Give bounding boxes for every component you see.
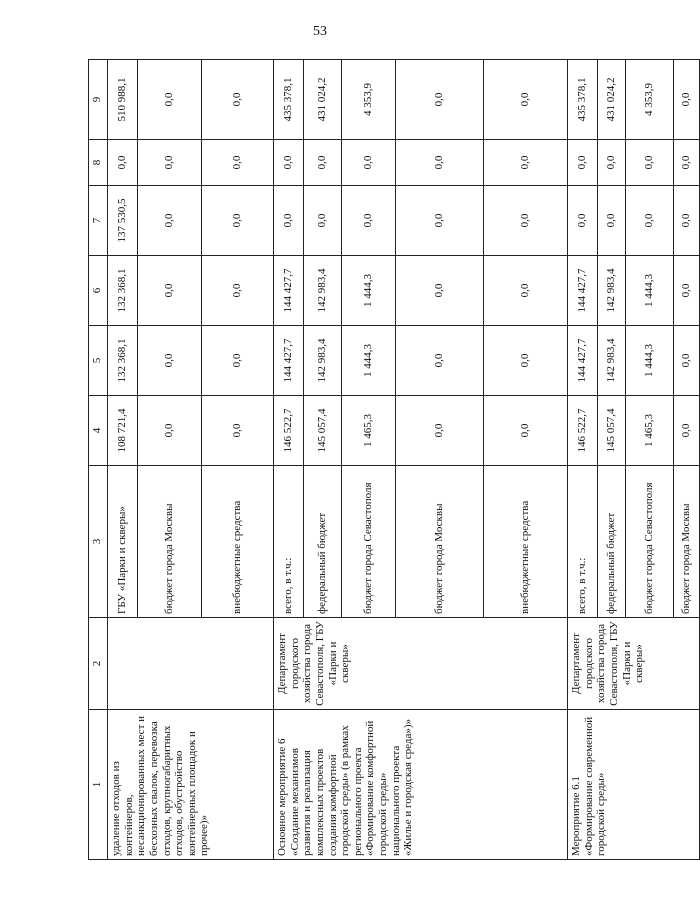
amount-cell: 0,0 bbox=[484, 256, 568, 326]
amount-cell: 145 057,4 bbox=[598, 396, 626, 466]
header-cell: 1 bbox=[89, 710, 108, 860]
amount-cell: 0,0 bbox=[304, 140, 342, 186]
amount-cell: 0,0 bbox=[396, 60, 484, 140]
executor-cell bbox=[108, 618, 274, 710]
amount-cell: 1 465,3 bbox=[342, 396, 396, 466]
amount-cell: 1 444,3 bbox=[626, 256, 674, 326]
amount-cell: 435 378,1 bbox=[568, 60, 598, 140]
amount-cell: 0,0 bbox=[396, 186, 484, 256]
executor-cell: Департамент городского хозяйства города Севастополя, ГБУ «Парки и скверы» bbox=[274, 618, 568, 710]
header-cell: 6 bbox=[89, 256, 108, 326]
amount-cell: 0,0 bbox=[484, 326, 568, 396]
activity-name-cell: Основное мероприятие 6 «Создание механизмов развития и реализация комплексных проектов создания комфортной городской среды» (в рамках регионального проекта «Формирование комфортной городской среды» национального проекта «Жилье и городская среда»)» bbox=[274, 710, 568, 860]
header-row bbox=[89, 60, 108, 860]
amount-cell: 0,0 bbox=[138, 60, 202, 140]
amount-cell: 0,0 bbox=[342, 186, 396, 256]
amount-cell: 108 721,4 bbox=[108, 396, 138, 466]
amount-cell: 0,0 bbox=[202, 326, 274, 396]
funding-source-cell: бюджет города Севастополя bbox=[342, 466, 396, 618]
amount-cell: 0,0 bbox=[202, 140, 274, 186]
amount-cell: 0,0 bbox=[202, 396, 274, 466]
header-cell: 7 bbox=[89, 186, 108, 256]
activity-name-cell: удаление отходов из контейнеров, несанкционированных мест и бесхозных свалок, перевозка отходов, крупногабаритных отходов, обустройство контейнерных площадок и прочее)» bbox=[108, 710, 274, 860]
amount-cell: 142 983,4 bbox=[304, 326, 342, 396]
funding-source-cell: бюджет города Москвы bbox=[138, 466, 202, 618]
funding-source-cell: всего, в т.ч.: bbox=[274, 466, 304, 618]
amount-cell: 132 368,1 bbox=[108, 256, 138, 326]
funding-source-cell: внебюджетные средства bbox=[202, 466, 274, 618]
amount-cell: 0,0 bbox=[674, 186, 700, 256]
amount-cell: 146 522,7 bbox=[568, 396, 598, 466]
amount-cell: 0,0 bbox=[484, 60, 568, 140]
amount-cell: 144 427,7 bbox=[568, 326, 598, 396]
amount-cell: 0,0 bbox=[674, 256, 700, 326]
amount-cell: 4 353,9 bbox=[626, 60, 674, 140]
amount-cell: 0,0 bbox=[138, 326, 202, 396]
amount-cell: 146 522,7 bbox=[274, 396, 304, 466]
amount-cell: 0,0 bbox=[138, 186, 202, 256]
header-cell: 4 bbox=[89, 396, 108, 466]
amount-cell: 0,0 bbox=[484, 140, 568, 186]
amount-cell: 0,0 bbox=[138, 396, 202, 466]
amount-cell: 1 444,3 bbox=[342, 256, 396, 326]
amount-cell: 144 427,7 bbox=[568, 256, 598, 326]
funding-source-cell: федеральный бюджет bbox=[304, 466, 342, 618]
page-number: 53 bbox=[313, 24, 327, 39]
amount-cell: 510 988,1 bbox=[108, 60, 138, 140]
activity-name-cell: Мероприятие 6.1 «Формирование современной городской среды» bbox=[568, 710, 700, 860]
funding-source-cell: внебюджетные средства bbox=[484, 466, 568, 618]
amount-cell: 0,0 bbox=[202, 186, 274, 256]
amount-cell: 142 983,4 bbox=[598, 256, 626, 326]
amount-cell: 431 024,2 bbox=[304, 60, 342, 140]
amount-cell: 142 983,4 bbox=[304, 256, 342, 326]
funding-source-cell: бюджет города Москвы bbox=[674, 466, 700, 618]
amount-cell: 0,0 bbox=[396, 256, 484, 326]
amount-cell: 0,0 bbox=[396, 326, 484, 396]
budget-table bbox=[88, 59, 700, 860]
amount-cell: 0,0 bbox=[674, 396, 700, 466]
amount-cell: 0,0 bbox=[626, 186, 674, 256]
amount-cell: 0,0 bbox=[484, 186, 568, 256]
header-cell: 9 bbox=[89, 60, 108, 140]
amount-cell: 132 368,1 bbox=[108, 326, 138, 396]
amount-cell: 1 444,3 bbox=[626, 326, 674, 396]
amount-cell: 0,0 bbox=[304, 186, 342, 256]
amount-cell: 144 427,7 bbox=[274, 256, 304, 326]
amount-cell: 0,0 bbox=[274, 186, 304, 256]
amount-cell: 1 465,3 bbox=[626, 396, 674, 466]
table-row bbox=[274, 60, 304, 860]
amount-cell: 0,0 bbox=[396, 396, 484, 466]
table-body bbox=[108, 60, 700, 860]
amount-cell: 431 024,2 bbox=[598, 60, 626, 140]
amount-cell: 0,0 bbox=[674, 326, 700, 396]
amount-cell: 0,0 bbox=[138, 256, 202, 326]
funding-source-cell: бюджет города Севастополя bbox=[626, 466, 674, 618]
funding-source-cell: ГБУ «Парки и скверы» bbox=[108, 466, 138, 618]
header-cell: 8 bbox=[89, 140, 108, 186]
table-row bbox=[108, 60, 138, 860]
amount-cell: 4 353,9 bbox=[342, 60, 396, 140]
amount-cell: 0,0 bbox=[674, 60, 700, 140]
header-cell: 3 bbox=[89, 466, 108, 618]
amount-cell: 0,0 bbox=[138, 140, 202, 186]
header-cell: 5 bbox=[89, 326, 108, 396]
amount-cell: 0,0 bbox=[598, 140, 626, 186]
amount-cell: 0,0 bbox=[674, 140, 700, 186]
amount-cell: 0,0 bbox=[202, 60, 274, 140]
amount-cell: 0,0 bbox=[484, 396, 568, 466]
table-row bbox=[568, 60, 598, 860]
funding-source-cell: федеральный бюджет bbox=[598, 466, 626, 618]
funding-source-cell: бюджет города Москвы bbox=[396, 466, 484, 618]
amount-cell: 0,0 bbox=[342, 140, 396, 186]
amount-cell: 0,0 bbox=[568, 140, 598, 186]
amount-cell: 0,0 bbox=[598, 186, 626, 256]
amount-cell: 142 983,4 bbox=[598, 326, 626, 396]
amount-cell: 435 378,1 bbox=[274, 60, 304, 140]
amount-cell: 144 427,7 bbox=[274, 326, 304, 396]
amount-cell: 137 530,5 bbox=[108, 186, 138, 256]
amount-cell: 0,0 bbox=[274, 140, 304, 186]
amount-cell: 145 057,4 bbox=[304, 396, 342, 466]
amount-cell: 0,0 bbox=[108, 140, 138, 186]
rotated-table-wrapper bbox=[88, 60, 693, 860]
header-cell: 2 bbox=[89, 618, 108, 710]
funding-source-cell: всего, в т.ч.: bbox=[568, 466, 598, 618]
amount-cell: 0,0 bbox=[626, 140, 674, 186]
amount-cell: 0,0 bbox=[202, 256, 274, 326]
amount-cell: 0,0 bbox=[396, 140, 484, 186]
amount-cell: 1 444,3 bbox=[342, 326, 396, 396]
executor-cell: Департамент городского хозяйства города Севастополя, ГБУ «Парки и скверы» bbox=[568, 618, 700, 710]
amount-cell: 0,0 bbox=[568, 186, 598, 256]
